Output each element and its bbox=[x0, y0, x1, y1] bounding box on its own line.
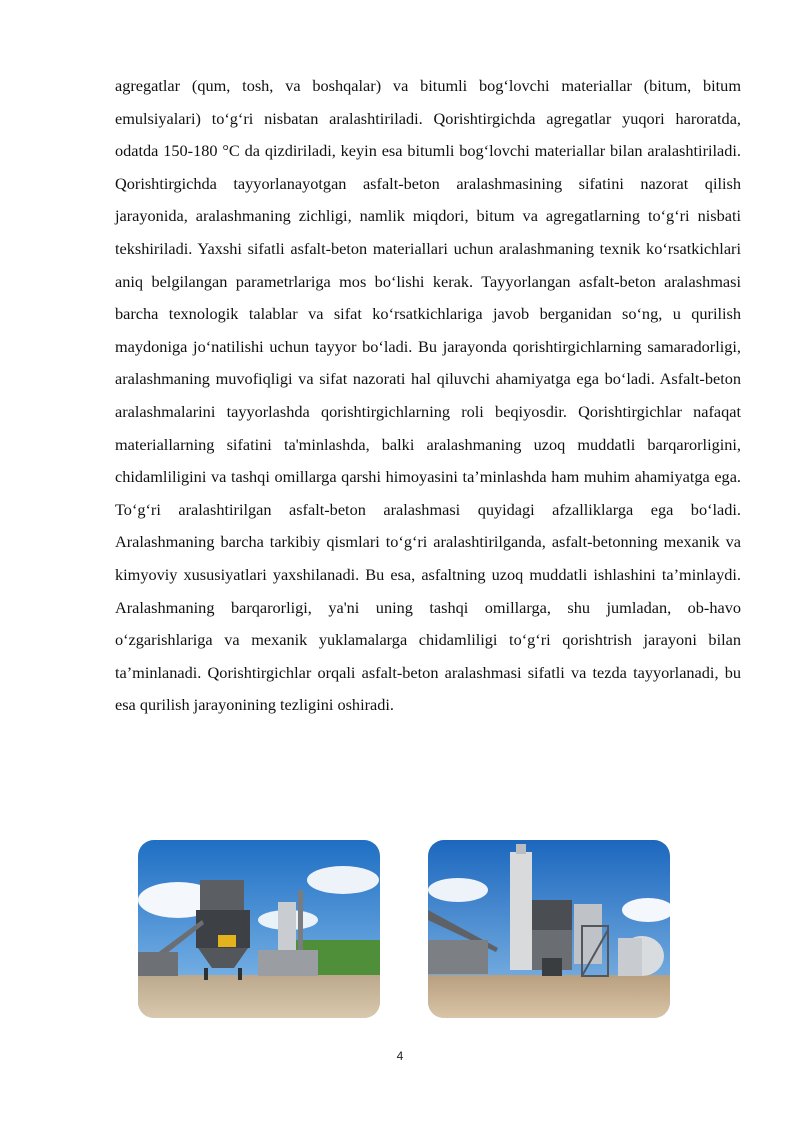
asphalt-plant-photo-icon bbox=[428, 840, 670, 1018]
figure-row bbox=[0, 840, 800, 1020]
page-number: 4 bbox=[396, 1049, 404, 1063]
asphalt-plant-photo-icon bbox=[138, 840, 380, 1018]
body-paragraph: agregatlar (qum, tosh, va boshqalar) va bitumli bog‘lovchi materiallar (bitum, bitum emulsiyalari) to‘g‘ri nisbatan aralashtiriladi. Qorishtirgichda agregatlar yuqori haroratda, odatda 150-180 °C da qizdiriladi, keyin esa bitumli bog‘lovchi materiallar bilan aralashtiriladi. Qorishtirgichda tayyorlanayotgan asfalt-beton aralashmasining sifatini nazorat qilish jarayonida, aralashmaning zichligi, namlik miqdori, bitum va agregatlarning to‘g‘ri nisbati tekshiriladi. Yaxshi sifatli asfalt-beton materiallari uchun aralashmaning texnik ko‘rsatkichlari aniq belgilangan parametrlariga mos bo‘lishi kerak. Tayyorlangan asfalt-beton aralashmasi barcha texnologik talablar va sifat ko‘rsatkichlariga javob berganidan so‘ng, u qurilish maydoniga jo‘natilishi uchun tayyor bo‘ladi. Bu jarayonda qorishtirgichlarning samaradorligi, aralashmaning muvofiqligi va sifat nazorati hal qiluvchi ahamiyatga ega bo‘ladi. Asfalt-beton aralashmalarini tayyorlashda qorishtirgichlarning roli beqiyosdir. Qorishtirgichlar nafaqat materiallarning sifatini ta'minlashda, balki aralashmaning uzoq muddatli barqarorligini, chidamliligini va tashqi omillarga qarshi himoyasini ta’minlashda ham muhim ahamiyatga ega. To‘g‘ri aralashtirilgan asfalt-beton aralashmasi quyidagi afzalliklarga ega bo‘ladi. Aralashmaning barcha tarkibiy qismlari to‘g‘ri aralashtirilganda, asfalt-betonning mexanik va kimyoviy xususiyatlari yaxshilanadi. Bu esa, asfaltning uzoq muddatli ishlashini ta’minlaydi. Aralashmaning barqarorligi, ya'ni uning tashqi omillarga, shu jumladan, ob-havo o‘zgarishlariga va mexanik yuklamalarga chidamliligi to‘g‘ri qorishtrish jarayoni bilan ta’minlanadi. Qorishtirgichlar orqali asfalt-beton aralashmasi sifatli va tezda tayyorlanadi, bu esa qurilish jarayonining tezligini oshiradi. bbox=[115, 76, 741, 715]
asphalt-plant-photo-left bbox=[138, 840, 380, 1018]
asphalt-plant-photo-right bbox=[428, 840, 670, 1018]
